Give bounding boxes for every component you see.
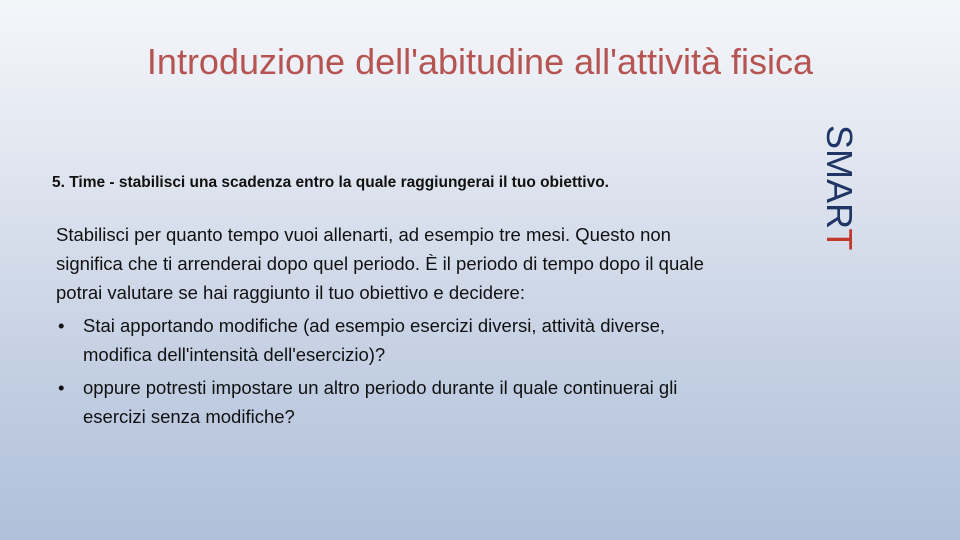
smart-acronym bbox=[805, 125, 875, 270]
bullet-list bbox=[56, 311, 706, 431]
smart-prefix: SMAR bbox=[819, 125, 860, 229]
bullet-text: Stai apportando modifiche (ad esempio esercizi diversi, attività diverse, modifica dell'intensità dell'esercizio)? bbox=[83, 315, 666, 365]
subheading: 5. Time - stabilisci una scadenza entro la quale raggiungerai il tuo obiettivo. bbox=[52, 174, 609, 191]
bullet-icon: • bbox=[58, 377, 65, 398]
smart-highlight-letter: T bbox=[819, 228, 860, 251]
slide-title: Introduzione dell'abitudine all'attività fisica bbox=[146, 41, 814, 82]
body-paragraph: Stabilisci per quanto tempo vuoi allenarti, ad esempio tre mesi. Questo non significa che ti arrenderai dopo quel periodo. È il periodo di tempo dopo il quale potrai valutare se hai raggiunto il tuo obiettivo e decidere: bbox=[56, 224, 704, 303]
bullet-icon: • bbox=[58, 315, 65, 336]
bullet-item bbox=[56, 311, 706, 369]
body-content bbox=[56, 220, 706, 435]
bullet-item bbox=[56, 373, 706, 431]
bullet-text: oppure potresti impostare un altro periodo durante il quale continuerai gli esercizi senza modifiche? bbox=[83, 377, 678, 427]
